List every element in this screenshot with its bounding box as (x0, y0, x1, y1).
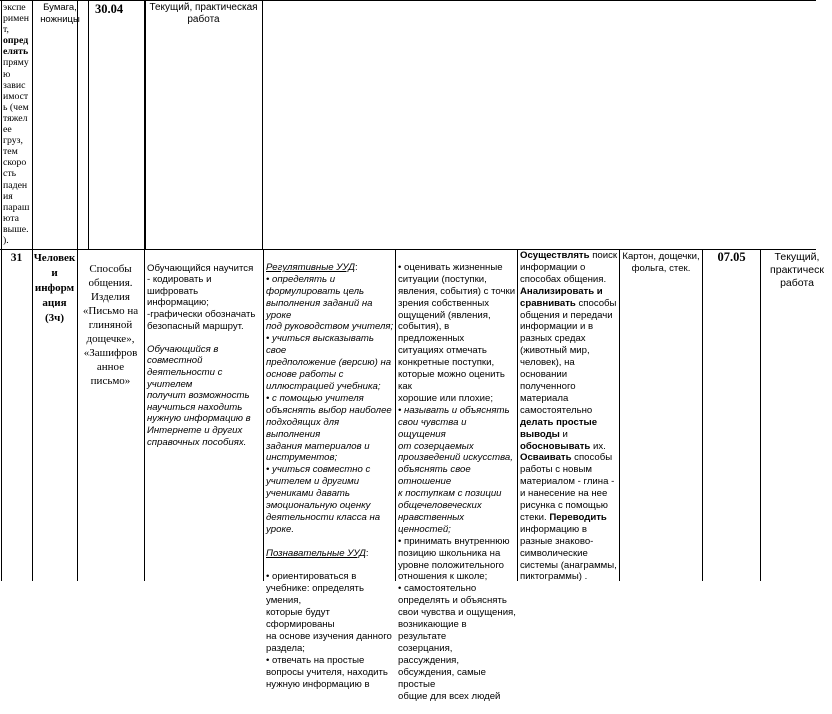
regulatory-uud-list (266, 274, 394, 536)
table-top-border (0, 0, 816, 1)
personal-uud-item: • оценивать жизненные ситуации (поступки, явления, события) с точки зрения собственных ощущений (явления, события), в предложенных ситуациях отмечать конкретные поступки, которые можно оценить как хорошие или плохие; (398, 261, 516, 404)
personal-uud-cell (398, 250, 516, 714)
col-divider (1, 0, 2, 581)
experiment-description-cell (3, 2, 31, 247)
regulatory-uud-item: • учиться совместно с учителем и другими учениками давать эмоциональную оценку деятельности класса на уроке. (266, 464, 381, 535)
experiment-text-line: параш (3, 201, 30, 213)
regulatory-uud-title (266, 262, 355, 273)
results-basic: Обучающийся научится - кодировать и шифровать информацию; -графически обозначать безопасный маршрут. (147, 262, 256, 332)
experiment-text-line: экспе (3, 2, 26, 13)
col-divider (760, 249, 761, 581)
col-divider (702, 249, 703, 581)
cognitive-uud-list (266, 571, 394, 690)
cognitive-uud-title: Познавательные УУД (266, 547, 366, 559)
col-divider (263, 249, 264, 581)
activity-text: поиск информации о способах общения. (520, 250, 618, 285)
experiment-text-line: римен (3, 13, 29, 25)
experiment-text-line: елять (3, 46, 29, 58)
experiment-text-line: тем (3, 146, 18, 158)
row2-materials: Картон, дощечки, фольга, стек. (622, 251, 700, 274)
uud-cell: Регулятивные УУД: • определять и формулировать цель выполнения заданий на уроке под руководством учителя; • учиться высказывать свое предположение (версию) на основе работы с иллюстрацией учебника; • с помощью учителя объяснять выбор наиболее подходящих для выполнения задания материалов и инструментов; • учиться совместно с учителем и другими учениками давать эмоциональную оценку деятельности класса на уроке. Познавательные УУД: • ориентироваться в учебнике: определять умения, которые будут сформированы на основе изучения данного раздела; • отвечать на простые вопросы учителя, находить нужную информацию в (266, 261, 394, 690)
activity-keyword: делать простые выводы (520, 416, 598, 440)
experiment-text-line: завис (3, 79, 26, 91)
col-divider (517, 249, 518, 581)
regulatory-uud-item: • определять и формулировать цель выполнения заданий на уроке под руководством учителя; (266, 273, 394, 333)
experiment-text-line: юта (3, 212, 19, 224)
lesson-number: 31 (10, 252, 23, 264)
cognitive-uud-title-wrap: Познавательные УУД: (266, 547, 369, 559)
experiment-text-line: скоро (3, 157, 27, 169)
expected-results-cell (147, 251, 262, 460)
personal-uud-item: • называть и объяснять свои чувства и ощущения от созерцаемых произведений искусства, объяснять свое отношение к поступкам с позиции общечеловеческих нравственных ценностей; (398, 404, 513, 535)
activity-keyword: обосновывать (520, 440, 591, 452)
personal-uud-list (398, 262, 516, 703)
activity-text: информацию в разные знаково- символические системы (анаграммы, пиктограммы) . (520, 523, 617, 583)
row2-date: 07.05 (717, 250, 746, 264)
col-divider (262, 0, 263, 249)
activity-text: способы работы с новым материалом - глина - и нанесение на нее рисунка с помощью стеки. (520, 452, 615, 523)
row1-materials: Бумага, ножницы (40, 2, 80, 25)
section-topic: Человек и информ ация (3ч) (33, 252, 76, 324)
experiment-text-line: ю (3, 68, 11, 80)
activity-keyword: Переводить (549, 511, 607, 523)
row2-control-form: Текущий, практическ работа (770, 251, 824, 289)
results-advanced: Обучающийся в совместной деятельности с учителем получит возможность научиться находить нужную информацию в Интернете и других справочных пособиях. (147, 343, 251, 448)
row1-date: 30.04 (95, 2, 124, 16)
activity-keyword: Анализировать и сравнивать (520, 285, 603, 309)
experiment-text-line: имост (3, 90, 29, 102)
cognitive-uud-item: • отвечать на простые вопросы учителя, находить нужную информацию в (266, 654, 388, 690)
personal-uud-item: • принимать внутреннюю позицию школьника на уровне положительного отношения к школе; (398, 535, 510, 583)
lesson-title: Способы общения. Изделия «Письмо на глиняной дощечке», «Зашифров анное письмо» (82, 263, 139, 387)
regulatory-uud-label: Регулятивные УУД (266, 261, 355, 273)
personal-uud-item: • самостоятельно определять и объяснять свои чувства и ощущения, возникающие в результате созерцания, рассуждения, обсуждения, самые простые общие для всех людей (398, 583, 516, 702)
student-activity-cell (520, 250, 618, 583)
experiment-text-line: тяжел (3, 112, 28, 124)
regulatory-uud-item: • с помощью учителя объяснять выбор наиболее подходящих для выполнения задания материалов и инструментов; (266, 392, 392, 464)
experiment-text-line: ь (чем (3, 101, 29, 113)
experiment-text-line: груз, (3, 135, 24, 147)
experiment-text-line: т, (3, 24, 9, 36)
activity-text: способы общения и передачи информации и в разных средах (животный мир, человек), на основании полученного материала самостоятельно (520, 297, 617, 416)
col-divider (619, 249, 620, 581)
cognitive-uud-item: • ориентироваться в учебнике: определять умения, которые будут сформированы на основе изучения данного раздела; (266, 571, 392, 654)
experiment-text-line: пряму (3, 57, 29, 69)
experiment-text-line: ия (3, 190, 13, 202)
regulatory-uud-item: • учиться высказывать свое предположение (версию) на основе работы с иллюстрацией учебника; (266, 333, 392, 392)
activity-text: их. (592, 440, 606, 452)
experiment-text-line: выше. (3, 223, 29, 235)
activity-keyword: Осуществлять (520, 250, 590, 261)
col-divider (395, 249, 396, 581)
col-divider (145, 0, 146, 249)
activity-keyword: Осваивать (520, 452, 572, 464)
experiment-text-line: ). (3, 234, 9, 246)
experiment-text-line: ее (3, 124, 12, 136)
experiment-text-line: сть (3, 168, 17, 180)
col-divider (88, 0, 89, 249)
activity-text: и (562, 428, 568, 440)
experiment-text-line: паден (3, 179, 28, 191)
row1-control-form: Текущий, практическая работа (149, 2, 258, 25)
experiment-text-line: опред (3, 35, 29, 47)
